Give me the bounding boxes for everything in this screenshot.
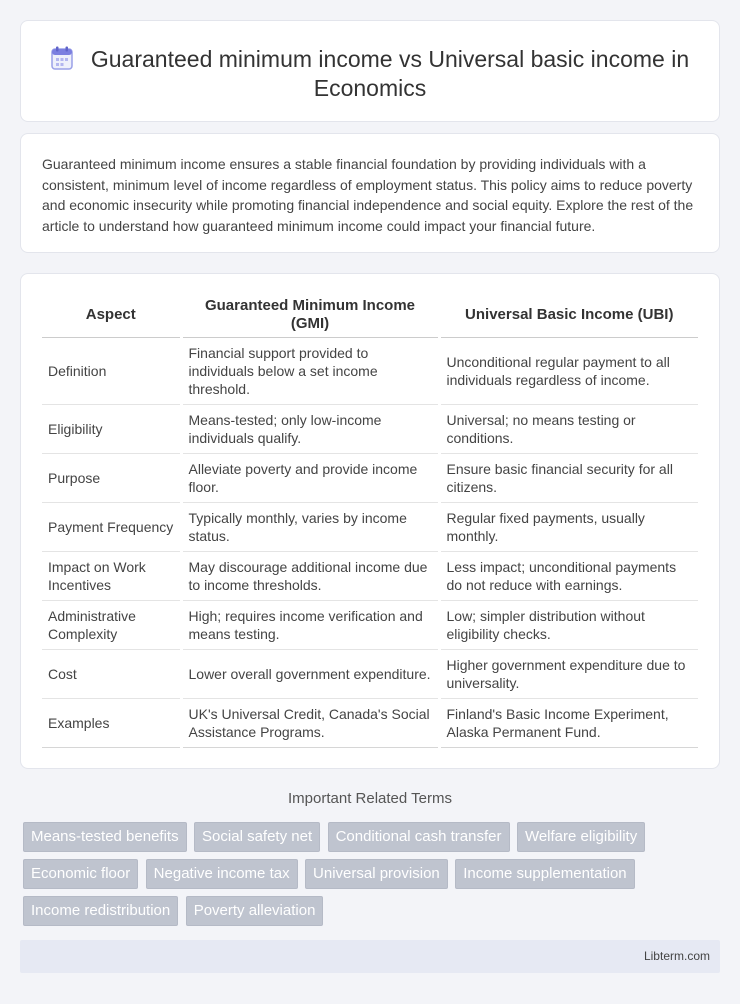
cell-ubi: Unconditional regular payment to all individuals regardless of income. <box>439 337 698 404</box>
cell-gmi: Financial support provided to individuals below a set income threshold. <box>181 337 439 404</box>
cell-gmi: Lower overall government expenditure. <box>181 649 439 698</box>
header-ubi: Universal Basic Income (UBI) <box>439 293 698 337</box>
cell-ubi: Regular fixed payments, usually monthly. <box>439 502 698 551</box>
tag-poverty-alleviation[interactable]: Poverty alleviation <box>186 896 324 926</box>
cell-aspect: Purpose <box>42 453 181 502</box>
footer <box>20 940 720 973</box>
cell-gmi: May discourage additional income due to income thresholds. <box>181 551 439 600</box>
table-row <box>42 404 698 453</box>
comparison-table <box>42 293 698 748</box>
tag-conditional-cash-transfer[interactable]: Conditional cash transfer <box>328 822 510 852</box>
intro-card <box>20 133 720 253</box>
tag-income-redistribution[interactable]: Income redistribution <box>23 896 178 926</box>
calendar-icon <box>51 46 73 70</box>
table-row <box>42 649 698 698</box>
tag-economic-floor[interactable]: Economic floor <box>23 859 138 889</box>
cell-ubi: Higher government expenditure due to universality. <box>439 649 698 698</box>
header-aspect: Aspect <box>42 293 181 337</box>
tag-means-tested-benefits[interactable]: Means-tested benefits <box>23 822 187 852</box>
cell-ubi: Ensure basic financial security for all citizens. <box>439 453 698 502</box>
related-terms-title: Important Related Terms <box>288 790 452 807</box>
tag-income-supplementation[interactable]: Income supplementation <box>455 859 634 889</box>
table-row <box>42 551 698 600</box>
cell-ubi: Low; simpler distribution without eligibility checks. <box>439 600 698 649</box>
cell-aspect: Cost <box>42 649 181 698</box>
cell-gmi: Alleviate poverty and provide income floor. <box>181 453 439 502</box>
header-gmi: Guaranteed Minimum Income (GMI) <box>181 293 439 337</box>
cell-aspect: Impact on Work Incentives <box>42 551 181 600</box>
cell-aspect: Administrative Complexity <box>42 600 181 649</box>
table-row <box>42 502 698 551</box>
tag-welfare-eligibility[interactable]: Welfare eligibility <box>517 822 645 852</box>
cell-gmi: UK's Universal Credit, Canada's Social Assistance Programs. <box>181 698 439 747</box>
tag-social-safety-net[interactable]: Social safety net <box>194 822 320 852</box>
cell-ubi: Universal; no means testing or conditions. <box>439 404 698 453</box>
footer-site-link[interactable]: Libterm.com <box>643 949 710 963</box>
tag-universal-provision[interactable]: Universal provision <box>305 859 448 889</box>
table-row <box>42 698 698 747</box>
table-row <box>42 600 698 649</box>
cell-gmi: High; requires income verification and means testing. <box>181 600 439 649</box>
cell-ubi: Finland's Basic Income Experiment, Alaska Permanent Fund. <box>439 698 698 747</box>
comparison-card <box>20 273 720 769</box>
table-header-row <box>42 293 698 337</box>
intro-paragraph: Guaranteed minimum income ensures a stable financial foundation by providing individuals with a consistent, minimum level of income regardless of employment status. This policy aims to reduce poverty and economic insecurity while promoting financial independence and social equity. Explore the rest of the article to understand how guaranteed minimum income could impact your financial future. <box>42 156 694 234</box>
header-card <box>20 20 720 122</box>
table-row <box>42 453 698 502</box>
table-row <box>42 337 698 404</box>
cell-gmi: Typically monthly, varies by income status. <box>181 502 439 551</box>
cell-gmi: Means-tested; only low-income individuals qualify. <box>181 404 439 453</box>
related-terms-list <box>23 822 713 933</box>
page-title: Guaranteed minimum income vs Universal basic income in Economics <box>90 46 690 101</box>
cell-aspect: Payment Frequency <box>42 502 181 551</box>
cell-ubi: Less impact; unconditional payments do not reduce with earnings. <box>439 551 698 600</box>
cell-aspect: Definition <box>42 337 181 404</box>
page-title-wrap <box>21 45 719 103</box>
tag-negative-income-tax[interactable]: Negative income tax <box>146 859 298 889</box>
cell-aspect: Examples <box>42 698 181 747</box>
cell-aspect: Eligibility <box>42 404 181 453</box>
